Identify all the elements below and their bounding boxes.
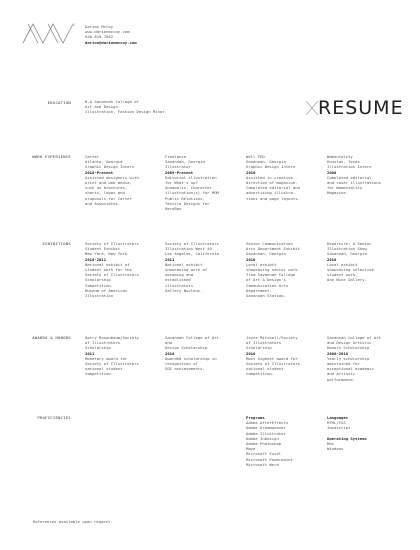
entry-description-line: Assisted designers with <box>85 174 139 180</box>
work-entry <box>85 154 155 206</box>
entry-description-line: recognition of <box>165 361 198 367</box>
entry-description-line: National exhibit of <box>85 261 130 267</box>
entry-description-line: of Art & Design's <box>246 277 286 283</box>
entry-date: 2011 <box>165 256 175 262</box>
entry-line: Society of Illustrators <box>85 241 139 246</box>
entry-line: Illustration Intern <box>327 164 372 170</box>
entry-description-line: competition. <box>85 371 114 377</box>
entry-description-line: National exhibit <box>165 261 203 267</box>
entry-description-line: direction of magazine. <box>246 180 298 186</box>
contact-name: Darion McCoy <box>85 24 114 29</box>
languages-list <box>327 420 397 430</box>
entry-line: Illustrator <box>165 164 191 170</box>
entry-description-line: Magazine. <box>327 190 349 196</box>
entry-description-line: Assisted in creative <box>246 174 293 180</box>
entry-line: of Illustrators <box>246 340 282 346</box>
entry-description-line: national student <box>85 366 123 372</box>
entry-date: 2010 <box>327 256 337 262</box>
entry-description-line: Most highest award for <box>246 355 298 361</box>
exhibitions-entry <box>246 241 316 298</box>
entry-line: Senior Communication <box>246 241 293 246</box>
os-list <box>327 441 397 451</box>
section-label-work: WORK EXPERIENCE <box>32 154 71 159</box>
programs-column <box>246 415 316 467</box>
entry-description-line: Local exhibit <box>246 261 277 267</box>
entry-description-line: Society of Illustrators <box>85 361 139 367</box>
entry-description-line: Museum of American <box>85 287 128 293</box>
os-item: Mac <box>327 440 335 446</box>
resume-x-mark-icon <box>306 101 318 115</box>
entry-line: Savannah College of Art <box>327 335 381 340</box>
entry-line: of Illustrators <box>85 340 121 346</box>
entry-line: Well FED <box>246 154 265 159</box>
awards-entry <box>327 335 397 382</box>
entry-description-line: student work for the <box>85 267 132 273</box>
entry-description-line: for What's up? <box>165 180 198 186</box>
work-entry <box>246 154 316 201</box>
entry-description-line: HeroBox <box>165 206 182 212</box>
entry-description-line: such as brochures, <box>85 185 128 191</box>
entry-description-line: exceptional academic <box>327 366 374 372</box>
entry-line: New York, New York <box>85 251 128 257</box>
programs-item: Adobe Illustrator <box>246 430 286 436</box>
programs-item: Adobe InDesign <box>246 435 279 441</box>
contact-website[interactable]: www.darionmccoy.com <box>85 29 130 35</box>
awards-entry <box>165 335 235 371</box>
entry-line: Los Angeles, California <box>165 251 219 257</box>
section-label-education: EDUCATION <box>47 100 71 105</box>
entry-description-line: Completed editorial and <box>246 185 300 191</box>
entry-description-line: Public Relations, <box>165 195 205 201</box>
entry-description-line: national student <box>246 366 284 372</box>
entry-date: 2010-Present <box>85 169 114 175</box>
entry-description-line: from Savannah College <box>246 272 296 278</box>
entry-description-line: Editorial illustration <box>165 174 217 180</box>
entry-date: 2009-Present <box>165 169 194 175</box>
os-heading: Operating Systems <box>327 435 367 441</box>
contact-email[interactable]: darion@darionmccoy.com <box>85 39 137 45</box>
education-line: B.A Savannah College of <box>85 99 139 104</box>
entry-description-line: Yearly scholarship <box>327 355 370 361</box>
languages-heading: Languages <box>327 415 349 420</box>
awards-entry <box>246 335 316 377</box>
entry-description-line: Scholarship <box>85 277 111 283</box>
entry-description-line: charts, logos and <box>85 190 125 196</box>
languages-item: HTML/CSS <box>327 420 346 426</box>
entry-description-line: One Nine Gallery. <box>327 277 367 283</box>
entry-description-line: Society of Illustrators <box>246 361 300 367</box>
logo-monogram-icon <box>22 22 74 44</box>
entry-line: Student Exhibit <box>85 246 121 252</box>
entry-line: Savannah, Georgia <box>246 159 286 165</box>
entry-date: 2010 <box>165 350 175 356</box>
entry-description-line: Communication Arts <box>246 282 289 288</box>
entry-date: 2010 <box>246 169 256 175</box>
section-label-awards: AWARDS & HONORS <box>32 335 71 340</box>
entry-description-line: showcasing senior work <box>246 267 298 273</box>
entry-date: 2010 <box>246 256 256 262</box>
entry-description-line: illustrators <box>165 282 194 288</box>
entry-description-line: Annapolis. Character <box>165 185 212 191</box>
entry-line: Scholarship <box>85 345 111 351</box>
awards-entry <box>85 335 155 377</box>
programs-item: Adobe AfterEffects <box>246 420 289 426</box>
entry-description-line: student work, <box>327 272 358 278</box>
entry-date: 2008 <box>327 169 337 175</box>
entry-description-line: SOI achievements. <box>165 366 205 372</box>
exhibitions-entry <box>85 241 155 298</box>
entry-description-line: Savannah Station. <box>246 293 286 299</box>
languages-column <box>327 415 397 451</box>
entry-date: 2010-2011 <box>85 256 107 262</box>
contact-phone: 540.819.7642 <box>85 34 114 40</box>
entry-line: Scholarship <box>246 345 272 351</box>
entry-line: Graphic Design Intern <box>85 164 135 170</box>
entry-description-line: Competition. <box>85 282 114 288</box>
entry-date: 2011 <box>85 350 95 356</box>
languages-item: Javascript <box>327 425 351 431</box>
entry-description-line: advertising illustra- <box>246 190 296 196</box>
entry-description-line: showcasing work of <box>165 267 208 273</box>
programs-item: Microsoft Excel <box>246 451 282 457</box>
section-label-exhibitions: EXHIBITIONS <box>42 241 71 246</box>
entry-date: 2006-2010 <box>327 350 349 356</box>
entry-description-line: Awarded scholarship in <box>165 355 217 361</box>
footer-references: References available upon request. <box>33 519 113 524</box>
entry-line: Freelance <box>165 154 187 159</box>
entry-line: Savannah, Georgia <box>327 251 367 257</box>
entry-line: Atlanta, Georgia <box>85 159 123 165</box>
entry-line: and Design Artistic <box>327 340 372 346</box>
entry-description-line: showcasing selective <box>327 267 374 273</box>
entry-description-line: Monetary award for <box>85 355 128 361</box>
entry-description-line: Department. <box>246 287 272 293</box>
programs-item: Maya <box>246 446 256 452</box>
exhibitions-entry <box>165 241 235 293</box>
logo-superscript: 2 <box>73 23 76 27</box>
entry-description-line: and artistic <box>327 371 356 377</box>
entry-description-line: print and web media, <box>85 180 132 186</box>
entry-line: Savannah, Georgia <box>246 251 286 257</box>
entry-description-line: performance. <box>327 376 356 382</box>
entry-description-line: established <box>165 277 191 283</box>
entry-line: Illustration West 49 <box>165 246 212 252</box>
entry-description-line: upcoming and <box>165 272 194 278</box>
entry-line: Design Scholarship <box>165 345 208 351</box>
entry-line: Savannah College of Art <box>165 335 219 340</box>
entry-description-line: competition. <box>246 371 275 377</box>
entry-line: Joyce Mitchell/Society <box>246 335 298 340</box>
entry-line: and <box>165 340 173 346</box>
entry-description-line: and Associates. <box>85 200 121 206</box>
entry-line: Harry Rosenbaum/Society <box>85 335 139 340</box>
entry-line: Illustration Show <box>327 246 367 252</box>
entry-line: Honors Scholarship <box>327 345 370 351</box>
programs-item: Microsoft Word <box>246 461 279 467</box>
entry-description-line: Local exhibit <box>327 261 358 267</box>
programs-item: Microsoft Powerpoint <box>246 456 293 462</box>
entry-description-line: Completed editorial <box>327 174 372 180</box>
work-entry <box>327 154 397 196</box>
programs-list <box>246 420 316 467</box>
entry-description-line: Textile Designs for <box>165 200 210 206</box>
entry-description-line: and cover illustrations <box>327 180 381 186</box>
entry-description-line: maintained for <box>327 361 360 367</box>
entry-description-line: Society of Illustrators <box>85 272 139 278</box>
os-item: Windows <box>327 446 344 452</box>
exhibitions-entry <box>327 241 397 283</box>
section-label-proficiencies: PROFICIENCIES <box>37 415 71 420</box>
entry-line: Savannah, Georgia <box>165 159 205 165</box>
entry-line: Arts Department Exhibit <box>246 246 300 252</box>
entry-line: Carter <box>85 154 100 159</box>
education-line: Art and Design. <box>85 104 121 110</box>
entry-description-line: for Womentality <box>327 185 363 191</box>
education-line: Illustration, Fashion Design Minor. <box>85 109 167 115</box>
entry-description-line: Gallery Nucleus. <box>165 287 203 293</box>
entry-date: 2010 <box>246 350 256 356</box>
entry-line: Departure: A Senior <box>327 241 372 246</box>
entry-description-line: illustration(s) for MGM <box>165 190 219 196</box>
programs-item: Adobe Dreamweaver <box>246 425 286 431</box>
entry-description-line: tions and page layouts. <box>246 195 300 201</box>
entry-line: Womentality <box>327 154 353 159</box>
resume-title: RESUME <box>318 97 404 119</box>
education-block <box>85 99 195 115</box>
contact-block <box>85 24 137 45</box>
work-entry <box>165 154 235 211</box>
programs-heading: Programs <box>246 415 265 420</box>
entry-line: Society of Illustrators <box>165 241 219 246</box>
programs-item: Adobe Photoshop <box>246 441 282 447</box>
entry-line: Graphic Design Intern <box>246 164 296 170</box>
entry-line: Houston, Texas <box>327 159 360 165</box>
entry-description-line: proposals for Carter <box>85 195 132 201</box>
entry-description-line: Illustration <box>85 293 114 299</box>
